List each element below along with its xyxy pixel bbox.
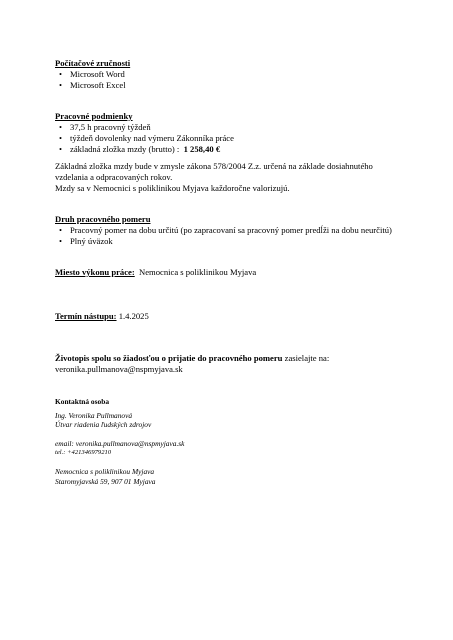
application-email: veronika.pullmanova@nspmyjava.sk [55,364,183,374]
contact-name: Ing. Veronika Pullmanová [55,410,133,420]
workplace-label: Miesto výkonu práce: [55,267,135,277]
bullet-icon: • [59,133,63,143]
bullet-icon: • [59,80,63,90]
application-section [55,353,433,375]
work-conditions-heading: Pracovné podmienky [55,111,133,121]
application-bold-text: Životopis spolu so žiadosťou o prijatie do pracovného pomeru [55,353,283,363]
work-conditions-list [55,122,433,155]
start-date-label: Termín nástupu: [55,311,117,321]
contact-phone: tel.: +421346979210 [55,449,112,457]
list-item: • Microsoft Word [59,69,125,79]
computer-skills-list [55,69,433,91]
bullet-icon: • [59,144,63,154]
employment-type-section [55,214,433,247]
list-item: • Plný úväzok [59,236,113,246]
salary-label: základná zložka mzdy (brutto) : [70,144,180,154]
employment-type-heading: Druh pracovného pomeru [55,214,151,224]
computer-skills-heading: Počítačové zručnosti [55,58,131,68]
contact-heading: Kontaktná osoba [55,397,110,406]
start-date-line [55,311,433,322]
list-item: • 37,5 h pracovný týždeň [59,122,151,132]
computer-skills-section [55,58,433,91]
contact-email: email: veronika.pullmanova@nspmyjava.sk [55,438,185,448]
contact-address: Staromyjavská 59, 907 01 Myjava [55,476,156,486]
list-item: • Microsoft Excel [59,80,126,90]
contact-org: Nemocnica s poliklinikou Myjava [55,466,155,476]
list-item: • týždeň dovolenky nad výmeru Zákonníka práce [59,133,234,143]
bullet-icon: • [59,69,63,79]
contact-department: Útvar riadenia ľudských zdrojov [55,420,152,430]
bullet-icon: • [59,225,63,235]
bullet-icon: • [59,122,63,132]
work-conditions-section [55,111,433,155]
workplace-value: Nemocnica s poliklinikou Myjava [139,267,257,277]
contact-section [55,397,433,486]
bullet-icon: • [59,236,63,246]
workplace-line [55,267,433,278]
salary-value: 1 258,40 € [183,144,221,154]
application-rest-text: zasielajte na: [284,353,330,363]
employment-type-list [55,225,433,247]
salary-note: Základná zložka mzdy bude v zmysle zákona 578/2004 Z.z. určená na základe dosiahnutého vzdelania a odpracovaných rokov. Mzdy sa v Nemocnici s poliklinikou Myjava každoročne valorizujú. [55,161,373,193]
start-date-value: 1.4.2025 [118,311,149,321]
list-item-salary [55,144,433,155]
list-item: • Pracovný pomer na dobu určitú (po zapracovaní sa pracovný pomer predĺži na dobu neurčitú) [59,225,392,235]
